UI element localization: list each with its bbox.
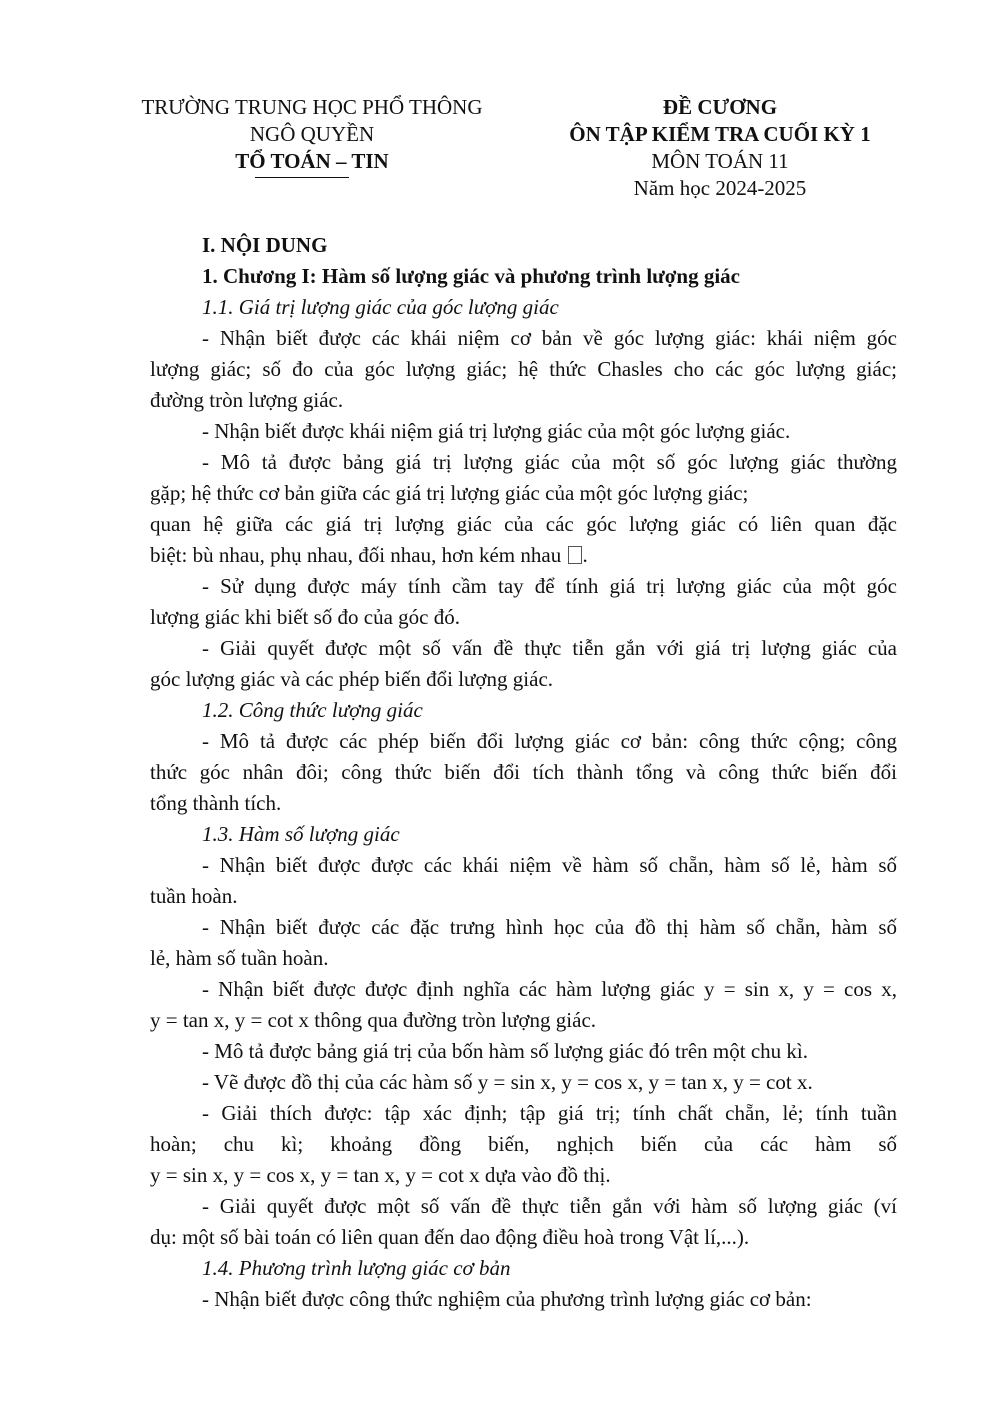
paragraph-line: lẻ, hàm số tuần hoàn.: [150, 946, 329, 970]
paragraph-line: - Vẽ được đồ thị của các hàm số y = sin x, y = cos x, y = tan x, y = cot x.: [202, 1070, 813, 1094]
header-left: [112, 94, 512, 175]
paragraph-line: quan hệ giữa các giá trị lượng giác của các góc lượng giác có liên quan đặc: [150, 512, 897, 536]
missing-glyph-icon: [568, 546, 582, 564]
header-right: [520, 94, 920, 202]
paragraph-line: gặp; hệ thức cơ bản giữa các giá trị lượng giác của một góc lượng giác;: [150, 481, 749, 505]
paragraph-line: - Giải quyết được một số vấn đề thực tiễn gắn với hàm số lượng giác (ví: [202, 1194, 897, 1218]
paragraph-line: dụ: một số bài toán có liên quan đến dao động điều hoà trong Vật lí,...).: [150, 1225, 750, 1249]
department-name: TỔ TOÁN – TIN: [235, 148, 388, 175]
paragraph-line: - Nhận biết được khái niệm giá trị lượng giác của một góc lượng giác.: [202, 419, 791, 443]
document-title: ĐỀ CƯƠNG: [662, 95, 778, 119]
paragraph-line: - Giải quyết được một số vấn đề thực tiễn gắn với giá trị lượng giác của: [202, 636, 897, 660]
section-title: I. NỘI DUNG: [202, 233, 328, 257]
paragraph-line: y = tan x, y = cot x thông qua đường tròn lượng giác.: [150, 1008, 597, 1032]
paragraph-line: lượng giác khi biết số đo của góc đó.: [150, 605, 461, 629]
paragraph-line: - Nhận biết được các khái niệm cơ bản về góc lượng giác: khái niệm góc: [202, 326, 897, 350]
paragraph-line: hoàn; chu kì; khoảng đồng biến, nghịch biến của các hàm số: [150, 1132, 897, 1156]
paragraph-line: - Giải thích được: tập xác định; tập giá trị; tính chất chẵn, lẻ; tính tuần: [202, 1101, 897, 1125]
chapter-title: 1. Chương I: Hàm số lượng giác và phương trình lượng giác: [202, 264, 740, 288]
paragraph-line: góc lượng giác và các phép biến đổi lượng giác.: [150, 667, 554, 691]
paragraph-line: - Nhận biết được công thức nghiệm của phương trình lượng giác cơ bản:: [202, 1287, 812, 1311]
paragraph-line: đường tròn lượng giác.: [150, 388, 344, 412]
paragraph-line: y = sin x, y = cos x, y = tan x, y = cot x dựa vào đồ thị.: [150, 1163, 611, 1187]
paragraph-line: tổng thành tích.: [150, 791, 282, 815]
school-name-line1: TRƯỜNG TRUNG HỌC PHỔ THÔNG: [141, 95, 483, 119]
paragraph-line: - Nhận biết được được định nghĩa các hàm lượng giác y = sin x, y = cos x,: [202, 977, 897, 1001]
paragraph-line: - Nhận biết được được các khái niệm về hàm số chẵn, hàm số lẻ, hàm số: [202, 853, 897, 877]
subsection-title-1-3: 1.3. Hàm số lượng giác: [202, 822, 400, 846]
paragraph-line: - Mô tả được bảng giá trị lượng giác của một số góc lượng giác thường: [202, 450, 897, 474]
school-year: Năm học 2024-2025: [633, 176, 807, 200]
paragraph-line: lượng giác; số đo của góc lượng giác; hệ thức Chasles cho các góc lượng giác;: [150, 357, 897, 381]
paragraph-line: - Mô tả được các phép biến đổi lượng giác cơ bản: công thức cộng; công: [202, 729, 897, 753]
paragraph-line: tuần hoàn.: [150, 884, 238, 908]
subject-name: MÔN TOÁN 11: [651, 149, 789, 173]
paragraph-line: - Nhận biết được các đặc trưng hình học của đồ thị hàm số chẵn, hàm số: [202, 915, 897, 939]
document-subtitle: ÔN TẬP KIỂM TRA CUỐI KỲ 1: [569, 122, 871, 146]
paragraph-line: thức góc nhân đôi; công thức biến đổi tích thành tổng và công thức biến đổi: [150, 760, 897, 784]
paragraph-line: biệt: bù nhau, phụ nhau, đối nhau, hơn kém nhau .: [150, 543, 588, 567]
school-name-line2: NGÔ QUYỀN: [249, 122, 375, 146]
department-underline: [255, 177, 348, 178]
subsection-title-1-4: 1.4. Phương trình lượng giác cơ bản: [202, 1256, 511, 1280]
paragraph-line: - Sử dụng được máy tính cầm tay để tính giá trị lượng giác của một góc: [202, 574, 897, 598]
subsection-title-1-2: 1.2. Công thức lượng giác: [202, 698, 423, 722]
document-body: [150, 230, 897, 1315]
subsection-title-1-1: 1.1. Giá trị lượng giác của góc lượng giác: [202, 295, 559, 319]
document-header: [0, 94, 1000, 214]
paragraph-line: - Mô tả được bảng giá trị của bốn hàm số lượng giác đó trên một chu kì.: [202, 1039, 809, 1063]
